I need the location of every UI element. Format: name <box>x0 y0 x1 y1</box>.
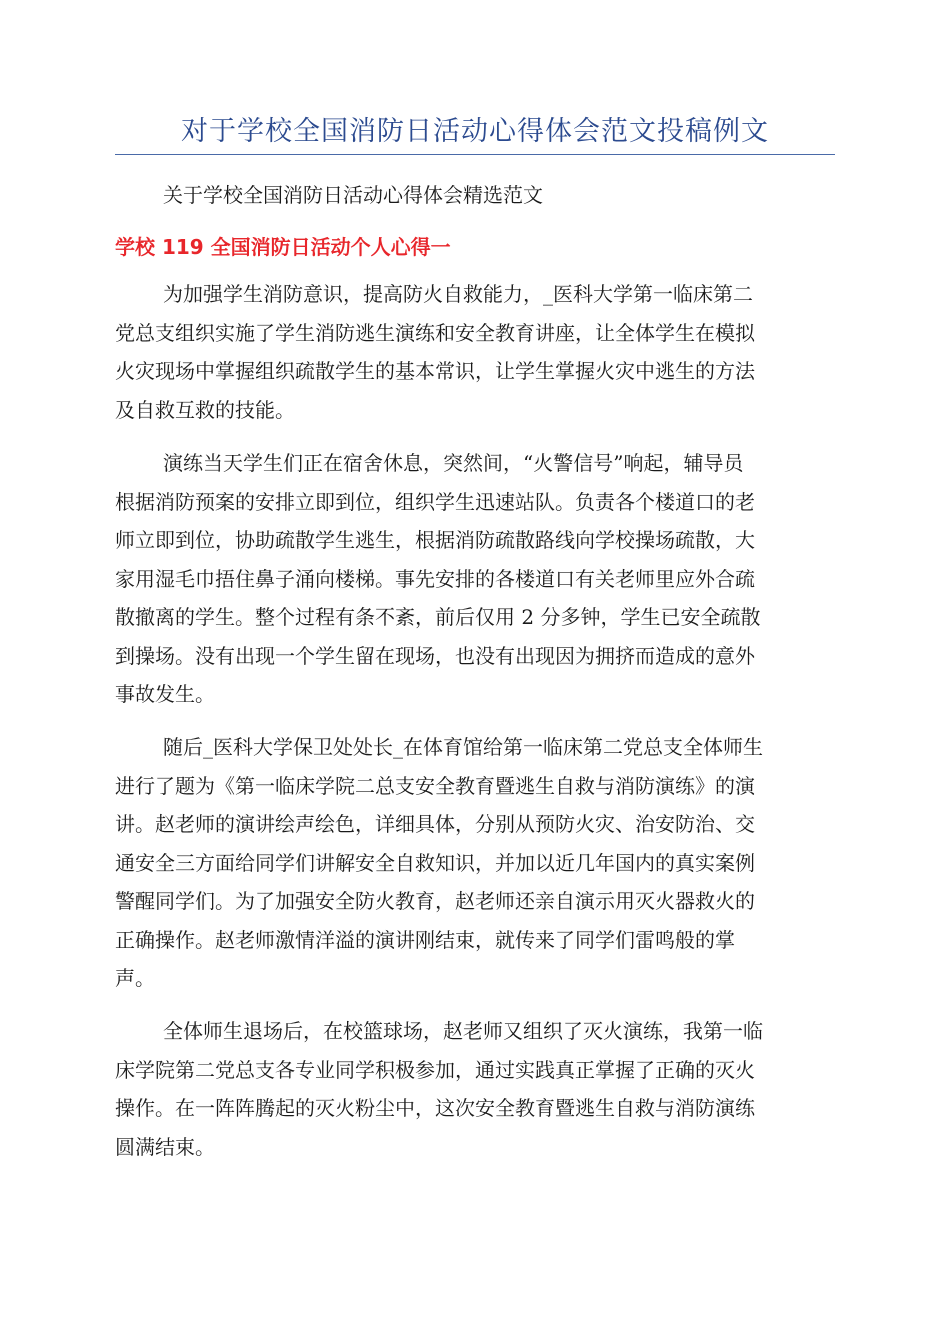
paragraph-line: 为加强学生消防意识，提高防火自救能力，_医科大学第一临床第二 <box>163 282 753 306</box>
paragraph-line: 散撤离的学生。整个过程有条不紊，前后仅用 2 分多钟，学生已安全疏散 <box>115 605 761 629</box>
paragraph-line: 演练当天学生们正在宿舍休息，突然间，“火警信号”响起，辅导员 <box>163 451 744 475</box>
paragraph-line: 全体师生退场后，在校篮球场，赵老师又组织了灭火演练，我第一临 <box>163 1019 763 1043</box>
paragraph-1 <box>115 275 835 429</box>
document-subtitle: 关于学校全国消防日活动心得体会精选范文 <box>163 183 543 207</box>
paragraph-3 <box>115 728 835 998</box>
paragraph-line: 通安全三方面给同学们讲解安全自救知识，并加以近几年国内的真实案例 <box>115 850 755 875</box>
paragraph-line: 党总支组织实施了学生消防逃生演练和安全教育讲座，让全体学生在模拟 <box>115 320 755 345</box>
paragraph-line: 火灾现场中掌握组织疏散学生的基本常识，让学生掌握火灾中逃生的方法 <box>115 359 755 383</box>
paragraph-line: 圆满结束。 <box>115 1134 215 1159</box>
paragraph-line: 随后_医科大学保卫处处长_在体育馆给第一临床第二党总支全体师生 <box>163 735 763 759</box>
title-underline <box>115 154 835 155</box>
document-title: 对于学校全国消防日活动心得体会范文投稿例文 <box>181 116 769 147</box>
paragraph-line: 正确操作。赵老师激情洋溢的演讲刚结束，就传来了同学们雷鸣般的掌 <box>115 927 735 952</box>
paragraph-4 <box>115 1012 835 1166</box>
paragraph-line: 声。 <box>115 966 155 990</box>
paragraph-line: 床学院第二党总支各专业同学积极参加，通过实践真正掌握了正确的灭火 <box>115 1057 755 1082</box>
paragraph-line: 讲。赵老师的演讲绘声绘色，详细具体，分别从预防火灾、治安防治、交 <box>115 812 755 836</box>
paragraph-2 <box>115 444 835 714</box>
section-heading: 学校 119 全国消防日活动个人心得一 <box>115 235 451 259</box>
paragraph-line: 根据消防预案的安排立即到位，组织学生迅速站队。负责各个楼道口的老 <box>115 489 755 514</box>
paragraph-line: 家用湿毛巾捂住鼻子涌向楼梯。事先安排的各楼道口有关老师里应外合疏 <box>115 566 755 591</box>
paragraph-line: 进行了题为《第一临床学院二总支安全教育暨逃生自救与消防演练》的演 <box>115 773 755 798</box>
paragraph-line: 师立即到位，协助疏散学生逃生，根据消防疏散路线向学校操场疏散，大 <box>115 528 755 552</box>
paragraph-line: 及自救互救的技能。 <box>115 397 295 422</box>
paragraph-line: 操作。在一阵阵腾起的灭火粉尘中，这次安全教育暨逃生自救与消防演练 <box>115 1096 755 1120</box>
paragraph-line: 到操场。没有出现一个学生留在现场，也没有出现因为拥挤而造成的意外 <box>115 643 755 668</box>
paragraph-line: 事故发生。 <box>115 682 215 706</box>
paragraph-line: 警醒同学们。为了加强安全防火教育，赵老师还亲自演示用灭火器救火的 <box>115 889 755 913</box>
